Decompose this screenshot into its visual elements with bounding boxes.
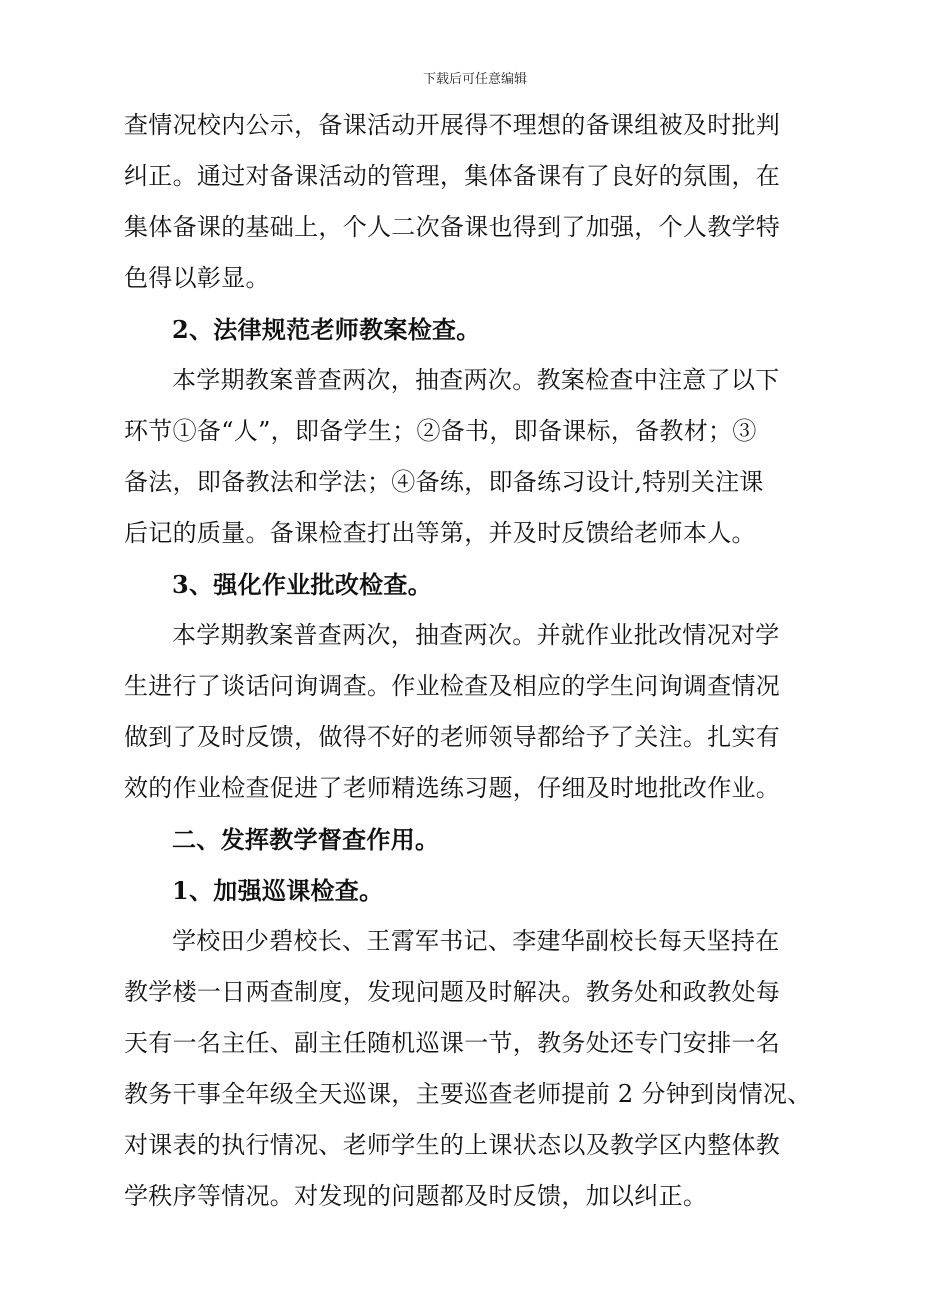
section-heading: 3、强化作业批改检查。 <box>172 570 432 599</box>
text-line: 教务干事全年级全天巡课，主要巡查老师提前 2 分钟到岗情况、 <box>124 1080 812 1108</box>
text-line: 天有一名主任、副主任随机巡课一节，教务处还专门安排一名 <box>124 1029 781 1057</box>
text-line: 备法，即备教法和学法；④备练，即备练习设计,特别关注课 <box>124 468 764 496</box>
text-line: 学秩序等情况。对发现的问题都及时反馈，加以纠正。 <box>124 1182 708 1210</box>
text-line: 学校田少碧校长、王霄军书记、李建华副校长每天坚持在 <box>172 927 780 955</box>
text-line: 集体备课的基础上，个人二次备课也得到了加强，个人教学特 <box>124 213 781 241</box>
text-line: 后记的质量。备课检查打出等第，并及时反馈给老师本人。 <box>124 519 756 547</box>
section-heading: 二、发挥教学督查作用。 <box>172 825 440 854</box>
page-header: 下载后可任意编辑 <box>422 72 527 87</box>
text-line: 对课表的执行情况、老师学生的上课状态以及教学区内整体教 <box>124 1131 781 1159</box>
section-heading: 2、法律规范老师教案检查。 <box>172 315 481 344</box>
text-line: 本学期教案普查两次，抽查两次。并就作业批改情况对学 <box>172 621 780 649</box>
text-line: 生进行了谈话问询调查。作业检查及相应的学生问询调查情况 <box>124 672 781 700</box>
text-line: 环节①备“人”，即备学生；②备书，即备课标，备教材；③ <box>124 417 757 445</box>
section-heading: 1、加强巡课检查。 <box>172 876 384 905</box>
text-line: 色得以彰显。 <box>124 264 270 292</box>
text-line: 效的作业检查促进了老师精选练习题，仔细及时地批改作业。 <box>124 774 781 802</box>
document-body <box>124 100 834 1222</box>
text-line: 做到了及时反馈，做得不好的老师领导都给予了关注。扎实有 <box>124 723 781 751</box>
text-line: 教学楼一日两查制度，发现问题及时解决。教务处和政教处每 <box>124 978 781 1006</box>
text-line: 查情况校内公示，备课活动开展得不理想的备课组被及时批判 <box>124 111 781 139</box>
text-line: 本学期教案普查两次，抽查两次。教案检查中注意了以下 <box>172 366 780 394</box>
text-line: 纠正。通过对备课活动的管理，集体备课有了良好的氛围，在 <box>124 162 781 190</box>
